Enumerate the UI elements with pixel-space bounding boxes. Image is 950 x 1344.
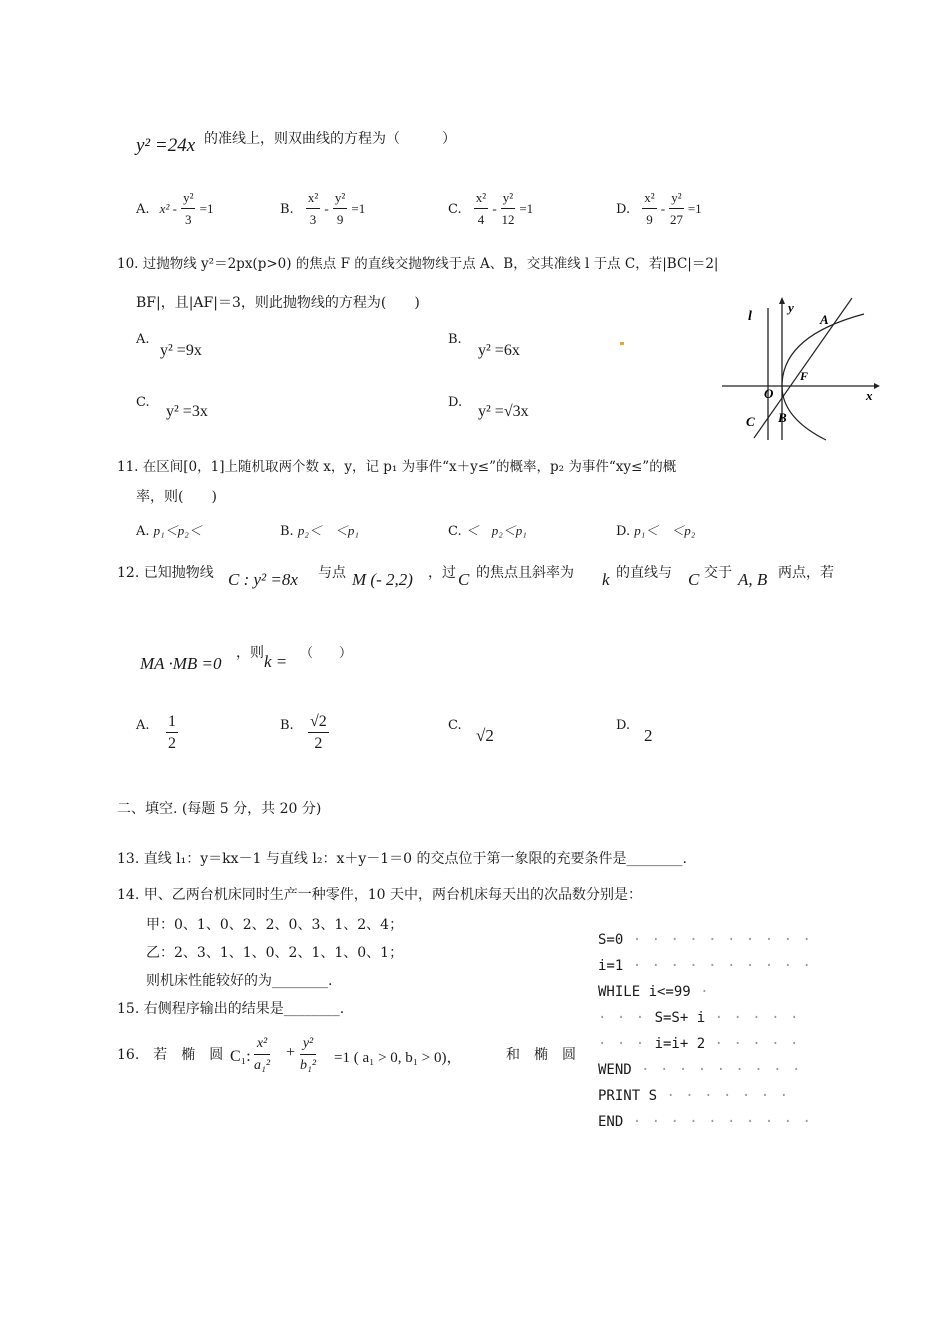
q16-plus: + <box>286 1044 296 1061</box>
x-axis-arrow <box>874 383 880 389</box>
q12-point-m: M (- 2,2) <box>352 570 413 589</box>
q12-ab: A, B <box>738 570 768 589</box>
q9-text: 的准线上，则双曲线的方程为（ ） <box>204 131 456 147</box>
q12-option-d-value: 2 <box>644 726 653 745</box>
program-line-7: PRINT S · · · · · · · <box>598 1088 790 1104</box>
focal-line <box>754 298 852 438</box>
q14-ask: 则机床性能较好的为________. <box>146 973 333 989</box>
q14-stem: 14. 甲、乙两台机床同时生产一种零件，10 天中，两台机床每天出的次品数分别是： <box>117 887 642 903</box>
q11-stem-line2: 率，则( ) <box>136 489 217 505</box>
q12-option-c-value: √2 <box>476 726 494 745</box>
q10-option-a-value: y² =9x <box>160 342 202 359</box>
q12-c-symbol-2: C <box>688 570 700 589</box>
q11-option-c[interactable]: C. ＜ p₂＜p₁ <box>448 523 527 539</box>
program-line-6: WEND · · · · · · · · · <box>598 1062 802 1078</box>
label-c: C <box>746 414 755 429</box>
q12-option-c-label[interactable]: C. <box>448 718 462 733</box>
label-x: x <box>866 388 873 403</box>
q14-jia: 甲：0、1、0、2、2、0、3、1、2、4； <box>146 917 404 933</box>
section-2-heading: 二、填空. (每题 5 分，共 20 分) <box>117 801 322 817</box>
q12-option-a-label[interactable]: A. <box>136 718 150 733</box>
q11-option-b[interactable]: B. p₂＜ ＜p₁ <box>280 523 359 539</box>
q10-option-b-label[interactable]: B. <box>448 332 462 347</box>
label-b: B <box>778 410 787 425</box>
q12-stem-e: 的直线与 <box>616 565 672 581</box>
program-line-3: WHILE i<=99 · <box>598 984 710 1000</box>
q9-option-d[interactable]: D. $\frac{\text{x²}}{9}$ - $\frac{\text{y²}}{27}$ =1 <box>616 190 702 227</box>
q10-stem-line1: 10. 过抛物线 y²＝2px(p>0) 的焦点 F 的直线交抛物线于点 A、B，交其准线 l 于点 C，若|BC|＝2| <box>117 256 719 272</box>
program-line-8: END · · · · · · · · · · <box>598 1114 812 1130</box>
q12-eq-c: C : y² =8x <box>228 570 298 589</box>
q14-yi: 乙：2、3、1、1、0、2、1、1、0、1； <box>146 945 404 961</box>
q10-option-c-value: y² =3x <box>166 403 208 420</box>
q9-equation: y² =24x <box>136 135 196 156</box>
q12-option-b-fraction: $\frac{√2}{2}$ <box>310 713 327 752</box>
q9-option-b[interactable]: B. $\frac{\text{x²}}{3}$ - $\frac{\text{y²}}{9}$ =1 <box>280 190 366 227</box>
parabola-figure <box>718 296 880 442</box>
q12-stem-c: ，过 <box>428 565 456 581</box>
stray-dot <box>620 342 624 345</box>
q13-text: 13. 直线 l₁：y＝kx－1 与直线 l₂：x＋y－1＝0 的交点位于第一象限的充要条件是________. <box>117 851 687 867</box>
q9-option-c[interactable]: C. $\frac{\text{x²}}{4}$ - $\frac{\text{y²}}{12}$ =1 <box>448 190 534 227</box>
q10-option-c-label[interactable]: C. <box>136 395 150 410</box>
q16-c1: C₁: <box>230 1048 251 1065</box>
q12-option-a-fraction: $\frac{1}{2}$ <box>168 713 176 752</box>
q12-option-b-label[interactable]: B. <box>280 718 294 733</box>
q10-option-d-label[interactable]: D. <box>448 395 463 410</box>
label-l: l <box>748 309 752 324</box>
label-a: A <box>820 312 829 327</box>
q11-option-a[interactable]: A. p₁＜p₂＜ <box>136 523 202 539</box>
q12-c-symbol-1: C <box>458 570 470 589</box>
q12-stem-b: 与点 <box>318 565 346 581</box>
q10-option-d-value: y² =√3x <box>478 403 529 420</box>
label-f: F <box>800 369 809 383</box>
label-o: O <box>764 386 774 401</box>
program-line-4: · · · S=S+ i · · · · · <box>598 1010 800 1026</box>
label-y: y <box>788 300 794 315</box>
q12-paren: （ ） <box>300 646 353 661</box>
q10-option-b-value: y² =6x <box>478 342 520 359</box>
q9-option-a[interactable]: A. x² - $\frac{\text{y²}}{3}$ =1 <box>136 190 214 227</box>
y-axis-arrow <box>779 297 785 304</box>
q15-text: 15. 右侧程序输出的结果是________. <box>117 1001 345 1017</box>
q12-stem-f: 交于 <box>704 565 732 581</box>
q16-y-fraction: $\frac{\text{y²}}{\text{b₁²}}$ <box>300 1036 317 1073</box>
program-line-2: i=1 · · · · · · · · · · <box>598 958 812 974</box>
program-line-1: S=0 · · · · · · · · · · <box>598 932 812 948</box>
q12-k-symbol: k <box>602 570 610 589</box>
q16-x-fraction: $\frac{\text{x²}}{\text{a₁²}}$ <box>254 1036 271 1073</box>
q12-stem-g: 两点，若 <box>778 565 834 581</box>
q12-option-d-label[interactable]: D. <box>616 718 631 733</box>
q12-k-equals: k = <box>264 652 288 671</box>
q12-then: ，则 <box>236 645 264 661</box>
q12-stem-d: 的焦点且斜率为 <box>476 565 574 581</box>
q12-dot-product: MA ·MB =0 <box>140 654 222 673</box>
q16-conditions: =1 ( a₁ > 0, b₁ > 0)， <box>334 1050 462 1066</box>
q11-stem-line1: 11. 在区间[0，1]上随机取两个数 x，y，记 p₁ 为事件“x＋y≤”的概率，p₂ 为事件“xy≤”的概 <box>117 459 677 475</box>
q16-lead: 16. 若 椭 圆 <box>117 1047 224 1063</box>
q11-option-d[interactable]: D. p₁＜ ＜p₂ <box>616 523 696 539</box>
program-line-5: · · · i=i+ 2 · · · · · <box>598 1036 800 1052</box>
q16-tail: 和 椭 圆 <box>506 1047 576 1063</box>
q10-stem-line2: BF|，且|AF|＝3，则此抛物线的方程为( ) <box>136 295 420 311</box>
parabola-lower <box>782 386 826 440</box>
q10-option-a-label[interactable]: A. <box>136 332 150 347</box>
q12-stem-a: 12. 已知抛物线 <box>117 565 214 581</box>
